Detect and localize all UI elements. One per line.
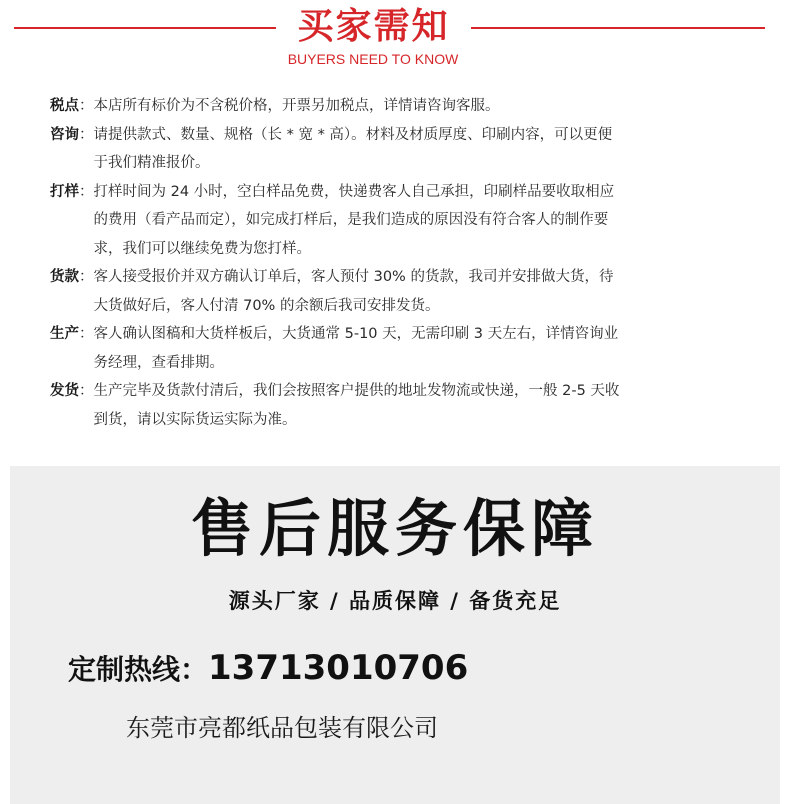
- notice-list: [50, 92, 710, 434]
- notice-text: [94, 377, 711, 434]
- notice-line: 于我们精准报价。: [93, 155, 210, 171]
- notice-text: [94, 320, 711, 377]
- notice-line: 客人确认图稿和大货样板后，大货通常 5-10 天，无需印刷 3 天左右，详情咨询业: [93, 326, 619, 342]
- header-title: 买家需知: [297, 6, 450, 47]
- notice-label: 咨询: [50, 126, 79, 143]
- notice-item-production: 生产 ： 客人确认图稿和大货样板后，大货通常 5-10 天，无需印刷 3 天左右，详情咨询业 务经理，查看排期。: [50, 320, 710, 377]
- company-name: 东莞市亮都纸品包装有限公司: [126, 714, 438, 742]
- hotline-label: 定制热线：: [68, 653, 209, 686]
- notice-item-inquiry: 咨询 ： 请提供款式、数量、规格（长 * 宽 * 高）。材料及材质厚度、印刷内容，可以更便 于我们精准报价。: [50, 121, 710, 178]
- notice-line: 大货做好后，客人付清 70% 的余额后我司安排发货。: [93, 297, 440, 314]
- notice-line: 生产完毕及货款付清后，我们会按照客户提供的地址发物流或快递，一般 2-5 天收: [93, 383, 620, 399]
- notice-text: [94, 178, 711, 264]
- notice-item-tax: 税点 ： 本店所有标价为不含税价格，开票另加税点，详情请咨询客服。: [50, 92, 710, 121]
- service-title: 售后服务保障: [190, 492, 599, 565]
- notice-line: 本店所有标价为不含税价格，开票另加税点，详情请咨询客服。: [93, 98, 500, 114]
- after-sales-section: [10, 466, 780, 804]
- header-subtitle: BUYERS NEED TO KNOW: [287, 51, 459, 67]
- notice-item-sampling: 打样 ： 打样时间为 24 小时，空白样品免费，快递费客人自己承担，印刷样品要收取相应 的费用（看产品而定），如完成打样后，是我们造成的原因没有符合客人的制作要 求，我们可以继续免费为您打样。: [50, 178, 710, 264]
- service-subtitle: 源头厂家 / 品质保障 / 备货充足: [228, 589, 562, 613]
- notice-text: [94, 92, 711, 121]
- header-divider-right: [471, 27, 765, 29]
- notice-line: 求，我们可以继续免费为您打样。: [93, 240, 311, 257]
- notice-item-shipping: 发货 ： 生产完毕及货款付清后，我们会按照客户提供的地址发物流或快递，一般 2-5 天收 到货，请以实际货运实际为准。: [50, 377, 710, 434]
- notice-line: 打样时间为 24 小时，空白样品免费，快递费客人自己承担，印刷样品要收取相应: [93, 183, 615, 200]
- notice-line: 的费用（看产品而定），如完成打样后，是我们造成的原因没有符合客人的制作要: [93, 212, 609, 228]
- notice-label: 货款: [50, 269, 79, 285]
- notice-item-payment: 货款 ： 客人接受报价并双方确认订单后，客人预付 30% 的货款，我司并安排做大货，待 大货做好后，客人付清 70% 的余额后我司安排发货。: [50, 263, 710, 320]
- notice-label: 生产: [50, 326, 79, 342]
- notice-line: 务经理，查看排期。: [93, 354, 224, 371]
- notice-label: 打样: [50, 183, 79, 200]
- header-divider-left: [14, 27, 276, 29]
- notice-line: 到货，请以实际货运实际为准。: [93, 411, 297, 428]
- notice-label: 税点: [50, 98, 79, 114]
- notice-text: [94, 121, 711, 178]
- hotline-number[interactable]: 13713010706: [208, 648, 469, 688]
- hotline: [68, 648, 468, 690]
- section-header: [0, 0, 790, 80]
- notice-label: 发货: [50, 383, 79, 399]
- notice-line: 客人接受报价并双方确认订单后，客人预付 30% 的货款，我司并安排做大货，待: [93, 269, 614, 285]
- notice-line: 请提供款式、数量、规格（长 * 宽 * 高）。材料及材质厚度、印刷内容，可以更便: [93, 126, 613, 143]
- notice-text: [94, 263, 711, 320]
